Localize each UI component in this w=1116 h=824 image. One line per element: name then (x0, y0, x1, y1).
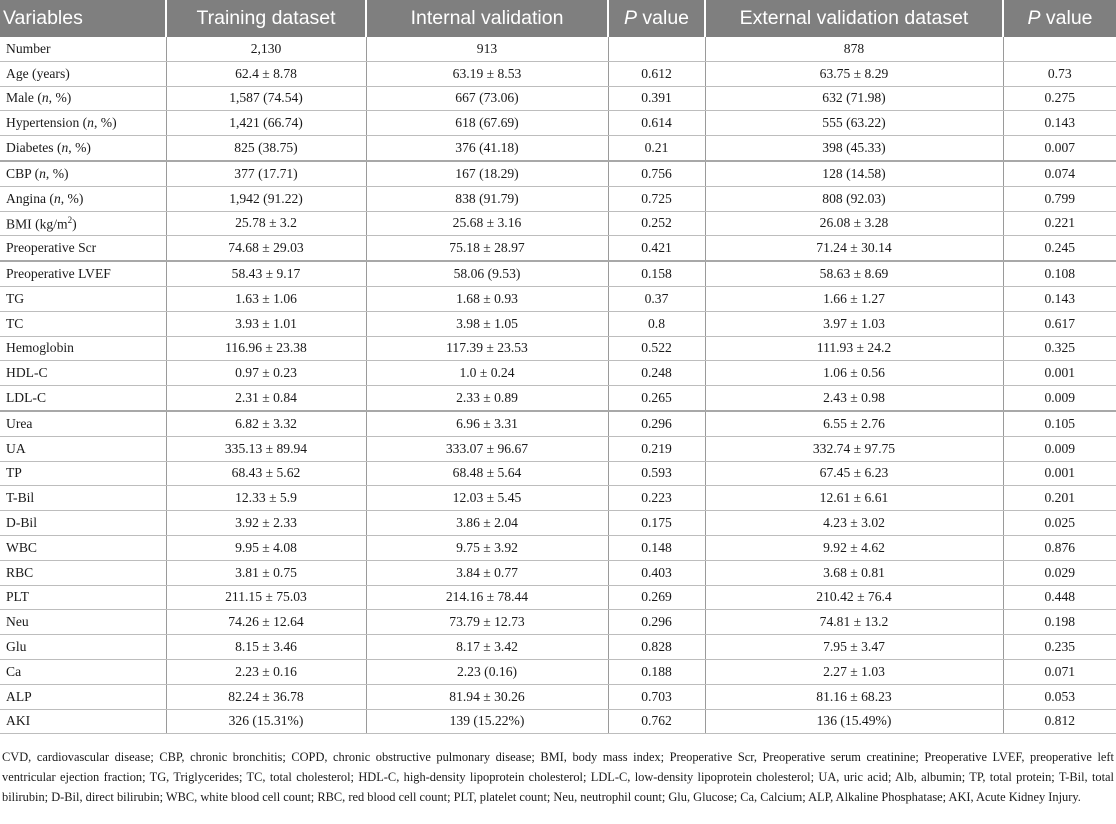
cell-external: 7.95 ± 3.47 (705, 635, 1003, 660)
table-row (0, 236, 1116, 261)
cell-internal: 68.48 ± 5.64 (366, 461, 608, 486)
cell-training: 0.97 ± 0.23 (166, 361, 366, 386)
cell-variable: Preoperative Scr (0, 236, 166, 261)
table-header-row (0, 0, 1116, 37)
cell-p-external: 0.73 (1003, 61, 1116, 86)
cell-training: 3.81 ± 0.75 (166, 560, 366, 585)
cell-p-external: 0.275 (1003, 86, 1116, 111)
header-external-validation-dataset: External validation dataset (705, 0, 1003, 37)
table-row (0, 659, 1116, 684)
cell-training: 326 (15.31%) (166, 709, 366, 734)
cell-p-external: 0.221 (1003, 211, 1116, 236)
cell-p-internal: 0.612 (608, 61, 705, 86)
cell-internal: 2.23 (0.16) (366, 659, 608, 684)
cell-training: 68.43 ± 5.62 (166, 461, 366, 486)
cell-training: 377 (17.71) (166, 161, 366, 186)
cell-p-internal: 0.756 (608, 161, 705, 186)
cell-training: 1.63 ± 1.06 (166, 286, 366, 311)
table-row (0, 635, 1116, 660)
table-row (0, 61, 1116, 86)
header-internal-validation: Internal validation (366, 0, 608, 37)
table-row (0, 386, 1116, 411)
cell-p-internal: 0.158 (608, 261, 705, 286)
cell-external: 111.93 ± 24.2 (705, 336, 1003, 361)
cell-internal: 6.96 ± 3.31 (366, 411, 608, 436)
cell-internal: 3.86 ± 2.04 (366, 511, 608, 536)
table-row (0, 535, 1116, 560)
cell-variable: D-Bil (0, 511, 166, 536)
cell-p-external: 0.325 (1003, 336, 1116, 361)
cell-p-internal: 0.265 (608, 386, 705, 411)
cell-p-internal: 0.188 (608, 659, 705, 684)
table-row (0, 211, 1116, 236)
cell-p-internal: 0.762 (608, 709, 705, 734)
cell-p-internal: 0.391 (608, 86, 705, 111)
table-row (0, 411, 1116, 436)
cell-p-internal: 0.296 (608, 411, 705, 436)
cell-p-internal: 0.219 (608, 436, 705, 461)
table-row (0, 161, 1116, 186)
table-row (0, 111, 1116, 136)
cell-training: 116.96 ± 23.38 (166, 336, 366, 361)
cell-p-external: 0.053 (1003, 684, 1116, 709)
cell-p-internal: 0.223 (608, 486, 705, 511)
cell-p-external: 0.448 (1003, 585, 1116, 610)
table-row (0, 461, 1116, 486)
table-row (0, 486, 1116, 511)
cell-p-internal: 0.828 (608, 635, 705, 660)
cell-p-external: 0.143 (1003, 111, 1116, 136)
cell-variable: RBC (0, 560, 166, 585)
cell-external: 12.61 ± 6.61 (705, 486, 1003, 511)
cell-p-internal: 0.252 (608, 211, 705, 236)
cell-training: 825 (38.75) (166, 136, 366, 161)
cell-external: 58.63 ± 8.69 (705, 261, 1003, 286)
cell-internal: 376 (41.18) (366, 136, 608, 161)
table-row (0, 86, 1116, 111)
cell-p-internal: 0.725 (608, 186, 705, 211)
cell-internal: 139 (15.22%) (366, 709, 608, 734)
cell-p-internal: 0.21 (608, 136, 705, 161)
table-row (0, 585, 1116, 610)
cell-variable: UA (0, 436, 166, 461)
table-row (0, 311, 1116, 336)
cell-external: 878 (705, 37, 1003, 61)
cell-internal: 25.68 ± 3.16 (366, 211, 608, 236)
cell-p-internal: 0.175 (608, 511, 705, 536)
cell-variable: Number (0, 37, 166, 61)
cell-internal: 913 (366, 37, 608, 61)
cell-variable: WBC (0, 535, 166, 560)
table-row (0, 511, 1116, 536)
cell-p-external: 0.235 (1003, 635, 1116, 660)
cell-p-external: 0.009 (1003, 386, 1116, 411)
cell-variable: Preoperative LVEF (0, 261, 166, 286)
cell-p-internal: 0.522 (608, 336, 705, 361)
cell-internal: 1.68 ± 0.93 (366, 286, 608, 311)
cell-variable: TG (0, 286, 166, 311)
cell-variable: TC (0, 311, 166, 336)
cell-p-internal: 0.296 (608, 610, 705, 635)
header-p-letter: P (1027, 7, 1041, 29)
cell-training: 58.43 ± 9.17 (166, 261, 366, 286)
cell-p-external: 0.029 (1003, 560, 1116, 585)
cell-external: 136 (15.49%) (705, 709, 1003, 734)
table-row (0, 709, 1116, 734)
cell-external: 71.24 ± 30.14 (705, 236, 1003, 261)
cell-internal: 333.07 ± 96.67 (366, 436, 608, 461)
cell-external: 2.27 ± 1.03 (705, 659, 1003, 684)
cell-internal: 1.0 ± 0.24 (366, 361, 608, 386)
cell-variable: Hypertension (n, %) (0, 111, 166, 136)
cell-external: 74.81 ± 13.2 (705, 610, 1003, 635)
cell-p-internal: 0.37 (608, 286, 705, 311)
cell-variable: TP (0, 461, 166, 486)
cell-training: 3.92 ± 2.33 (166, 511, 366, 536)
cell-training: 8.15 ± 3.46 (166, 635, 366, 660)
cell-training: 6.82 ± 3.32 (166, 411, 366, 436)
cell-training: 2,130 (166, 37, 366, 61)
cell-external: 1.06 ± 0.56 (705, 361, 1003, 386)
cell-variable: Urea (0, 411, 166, 436)
table-row (0, 186, 1116, 211)
cell-variable: Ca (0, 659, 166, 684)
cell-external: 808 (92.03) (705, 186, 1003, 211)
cell-p-external: 0.198 (1003, 610, 1116, 635)
cell-internal: 81.94 ± 30.26 (366, 684, 608, 709)
cell-variable: LDL-C (0, 386, 166, 411)
cell-training: 12.33 ± 5.9 (166, 486, 366, 511)
cell-internal: 838 (91.79) (366, 186, 608, 211)
cell-p-external: 0.007 (1003, 136, 1116, 161)
cell-p-external: 0.201 (1003, 486, 1116, 511)
cell-variable: Male (n, %) (0, 86, 166, 111)
cell-external: 2.43 ± 0.98 (705, 386, 1003, 411)
cell-variable: BMI $(kg/m^2)$ (0, 211, 166, 236)
cell-external: 26.08 ± 3.28 (705, 211, 1003, 236)
cell-variable: AKI (0, 709, 166, 734)
cell-external: 332.74 ± 97.75 (705, 436, 1003, 461)
cell-training: 1,421 (66.74) (166, 111, 366, 136)
header-p-letter: P (623, 7, 637, 29)
table-footnote: CVD, cardiovascular disease; CBP, chronic bronchitis; COPD, chronic obstructive pulmonary disease; BMI, body mass index; Preoperative Scr, Preoperative serum creatinine; Preoperative LVEF, preoperative left ventricular ejection fraction; TG, Triglycerides; TC, total cholesterol; HDL-C, high-density lipoprotein cholesterol; LDL-C, low-density lipoprotein cholesterol; UA, uric acid; Alb, albumin; TP, total protein; T-Bil, total bilirubin; D-Bil, direct bilirubin; WBC, white blood cell count; RBC, red blood cell count; PLT, platelet count; Neu, neutrophil count; Glu, Glucose; Ca, Calcium; ALP, Alkaline Phosphatase; AKI, Acute Kidney Injury. (2, 750, 1114, 804)
header-variables: Variables (0, 0, 166, 37)
table-row (0, 136, 1116, 161)
cell-internal: 3.98 ± 1.05 (366, 311, 608, 336)
cell-external: 3.68 ± 0.81 (705, 560, 1003, 585)
cell-internal: 8.17 ± 3.42 (366, 635, 608, 660)
cell-external: 63.75 ± 8.29 (705, 61, 1003, 86)
cell-p-external: 0.009 (1003, 436, 1116, 461)
cell-internal: 214.16 ± 78.44 (366, 585, 608, 610)
cell-training: 3.93 ± 1.01 (166, 311, 366, 336)
cell-training: 1,587 (74.54) (166, 86, 366, 111)
cell-variable: Glu (0, 635, 166, 660)
cell-external: 3.97 ± 1.03 (705, 311, 1003, 336)
cell-internal: 167 (18.29) (366, 161, 608, 186)
cell-external: 128 (14.58) (705, 161, 1003, 186)
cell-p-external: 0.799 (1003, 186, 1116, 211)
cell-external: 9.92 ± 4.62 (705, 535, 1003, 560)
cell-p-external: 0.108 (1003, 261, 1116, 286)
cell-training: 335.13 ± 89.94 (166, 436, 366, 461)
cell-p-internal: 0.593 (608, 461, 705, 486)
cell-external: 210.42 ± 76.4 (705, 585, 1003, 610)
cell-training: 9.95 ± 4.08 (166, 535, 366, 560)
cell-p-external: 0.001 (1003, 361, 1116, 386)
header-training-dataset: Training dataset (166, 0, 366, 37)
cell-p-external: 0.143 (1003, 286, 1116, 311)
cell-p-internal: 0.403 (608, 560, 705, 585)
cell-p-internal: 0.248 (608, 361, 705, 386)
cell-internal: 73.79 ± 12.73 (366, 610, 608, 635)
cell-p-external (1003, 37, 1116, 61)
table-row (0, 610, 1116, 635)
cell-p-external: 0.071 (1003, 659, 1116, 684)
cell-variable: HDL-C (0, 361, 166, 386)
cell-variable: PLT (0, 585, 166, 610)
table-row (0, 261, 1116, 286)
cell-variable: CBP (n, %) (0, 161, 166, 186)
cell-external: 81.16 ± 68.23 (705, 684, 1003, 709)
cell-p-external: 0.617 (1003, 311, 1116, 336)
table-body (0, 37, 1116, 734)
cell-internal: 12.03 ± 5.45 (366, 486, 608, 511)
cell-internal: 3.84 ± 0.77 (366, 560, 608, 585)
cell-internal: 618 (67.69) (366, 111, 608, 136)
cell-p-internal: 0.148 (608, 535, 705, 560)
cell-training: 62.4 ± 8.78 (166, 61, 366, 86)
cell-p-internal: 0.421 (608, 236, 705, 261)
header-value-word: value (642, 7, 690, 29)
cell-internal: 58.06 (9.53) (366, 261, 608, 286)
cell-p-internal (608, 37, 705, 61)
cell-p-internal: 0.703 (608, 684, 705, 709)
table-row (0, 436, 1116, 461)
cell-external: 67.45 ± 6.23 (705, 461, 1003, 486)
cell-variable: Neu (0, 610, 166, 635)
cell-internal: 75.18 ± 28.97 (366, 236, 608, 261)
cell-external: 555 (63.22) (705, 111, 1003, 136)
cell-training: 2.31 ± 0.84 (166, 386, 366, 411)
header-p-value-internal (608, 0, 705, 37)
cell-training: 1,942 (91.22) (166, 186, 366, 211)
cell-p-external: 0.001 (1003, 461, 1116, 486)
cell-p-external: 0.025 (1003, 511, 1116, 536)
cell-training: 25.78 ± 3.2 (166, 211, 366, 236)
table-row (0, 336, 1116, 361)
cell-training: 2.23 ± 0.16 (166, 659, 366, 684)
cell-p-external: 0.876 (1003, 535, 1116, 560)
cell-internal: 117.39 ± 23.53 (366, 336, 608, 361)
table-row (0, 560, 1116, 585)
cell-p-internal: 0.8 (608, 311, 705, 336)
cell-p-external: 0.812 (1003, 709, 1116, 734)
cell-variable: Hemoglobin (0, 336, 166, 361)
cell-variable: Diabetes (n, %) (0, 136, 166, 161)
cell-external: 6.55 ± 2.76 (705, 411, 1003, 436)
header-value-word: value (1045, 7, 1093, 29)
cell-external: 4.23 ± 3.02 (705, 511, 1003, 536)
cell-training: 74.68 ± 29.03 (166, 236, 366, 261)
cell-variable: Angina (n, %) (0, 186, 166, 211)
cell-p-internal: 0.269 (608, 585, 705, 610)
header-p-value-external (1003, 0, 1116, 37)
cell-external: 632 (71.98) (705, 86, 1003, 111)
cell-p-external: 0.245 (1003, 236, 1116, 261)
cell-training: 211.15 ± 75.03 (166, 585, 366, 610)
cell-internal: 63.19 ± 8.53 (366, 61, 608, 86)
cell-variable: ALP (0, 684, 166, 709)
table-row (0, 684, 1116, 709)
cell-training: 82.24 ± 36.78 (166, 684, 366, 709)
cell-p-external: 0.105 (1003, 411, 1116, 436)
cell-variable: Age (years) (0, 61, 166, 86)
table-row (0, 37, 1116, 61)
cell-internal: 667 (73.06) (366, 86, 608, 111)
table-row (0, 361, 1116, 386)
cell-training: 74.26 ± 12.64 (166, 610, 366, 635)
cell-internal: 9.75 ± 3.92 (366, 535, 608, 560)
cell-variable: T-Bil (0, 486, 166, 511)
cell-internal: 2.33 ± 0.89 (366, 386, 608, 411)
cell-p-internal: 0.614 (608, 111, 705, 136)
cell-external: 398 (45.33) (705, 136, 1003, 161)
table-row (0, 286, 1116, 311)
cell-p-external: 0.074 (1003, 161, 1116, 186)
cell-external: 1.66 ± 1.27 (705, 286, 1003, 311)
